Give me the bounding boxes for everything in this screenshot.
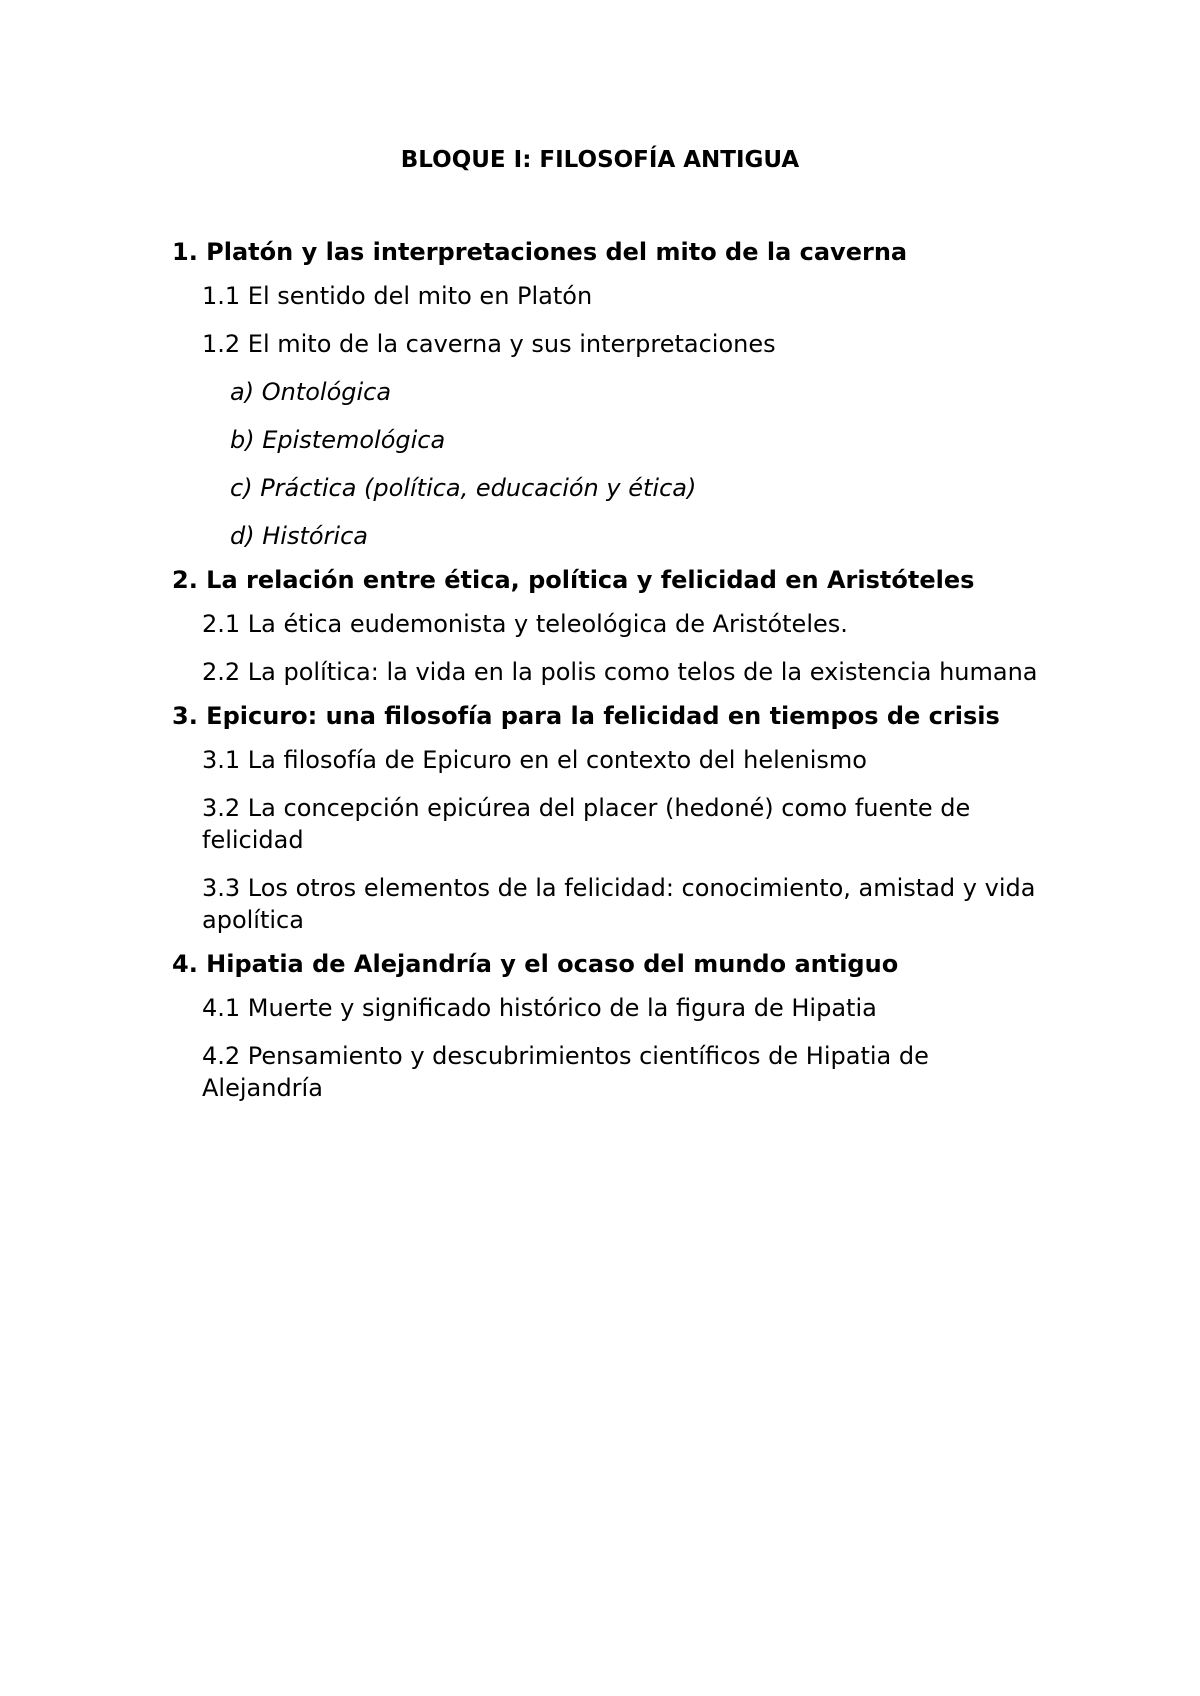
subsection-item: 4.1 Muerte y significado histórico de la figura de Hipatia	[202, 994, 877, 1022]
section-4	[172, 948, 1052, 1104]
subsection-item: 3.2 La concepción epicúrea del placer (hedoné) como fuente de felicidad	[202, 794, 971, 854]
section-heading: 1. Platón y las interpretaciones del mito de la caverna	[172, 238, 908, 266]
subsection-item: 3.3 Los otros elementos de la felicidad: conocimiento, amistad y vida apolítica	[202, 874, 1036, 934]
section-1	[172, 236, 1052, 552]
section-heading: 3. Epicuro: una filosofía para la felicidad en tiempos de crisis	[172, 702, 1000, 730]
subsection-item: 1.2 El mito de la caverna y sus interpretaciones	[202, 330, 776, 358]
document-outline	[172, 236, 1052, 1120]
interpretation-item: a) Ontológica	[230, 378, 392, 406]
section-2	[172, 564, 1052, 688]
section-heading: 2. La relación entre ética, política y felicidad en Aristóteles	[172, 566, 975, 594]
interpretation-item: b) Epistemológica	[230, 426, 446, 454]
section-heading: 4. Hipatia de Alejandría y el ocaso del mundo antiguo	[172, 950, 899, 978]
subsection-item: 1.1 El sentido del mito en Platón	[202, 282, 593, 310]
subsection-item: 2.2 La política: la vida en la polis como telos de la existencia humana	[202, 658, 1038, 686]
page-title: BLOQUE I: FILOSOFÍA ANTIGUA	[400, 147, 800, 173]
interpretation-item: c) Práctica (política, educación y ética)	[230, 474, 697, 502]
section-3	[172, 700, 1052, 936]
interpretation-item: d) Histórica	[230, 522, 368, 550]
subsection-item: 4.2 Pensamiento y descubrimientos científicos de Hipatia de Alejandría	[202, 1042, 929, 1102]
subsection-item: 2.1 La ética eudemonista y teleológica de Aristóteles.	[202, 610, 848, 638]
subsection-item: 3.1 La filosofía de Epicuro en el contexto del helenismo	[202, 746, 867, 774]
